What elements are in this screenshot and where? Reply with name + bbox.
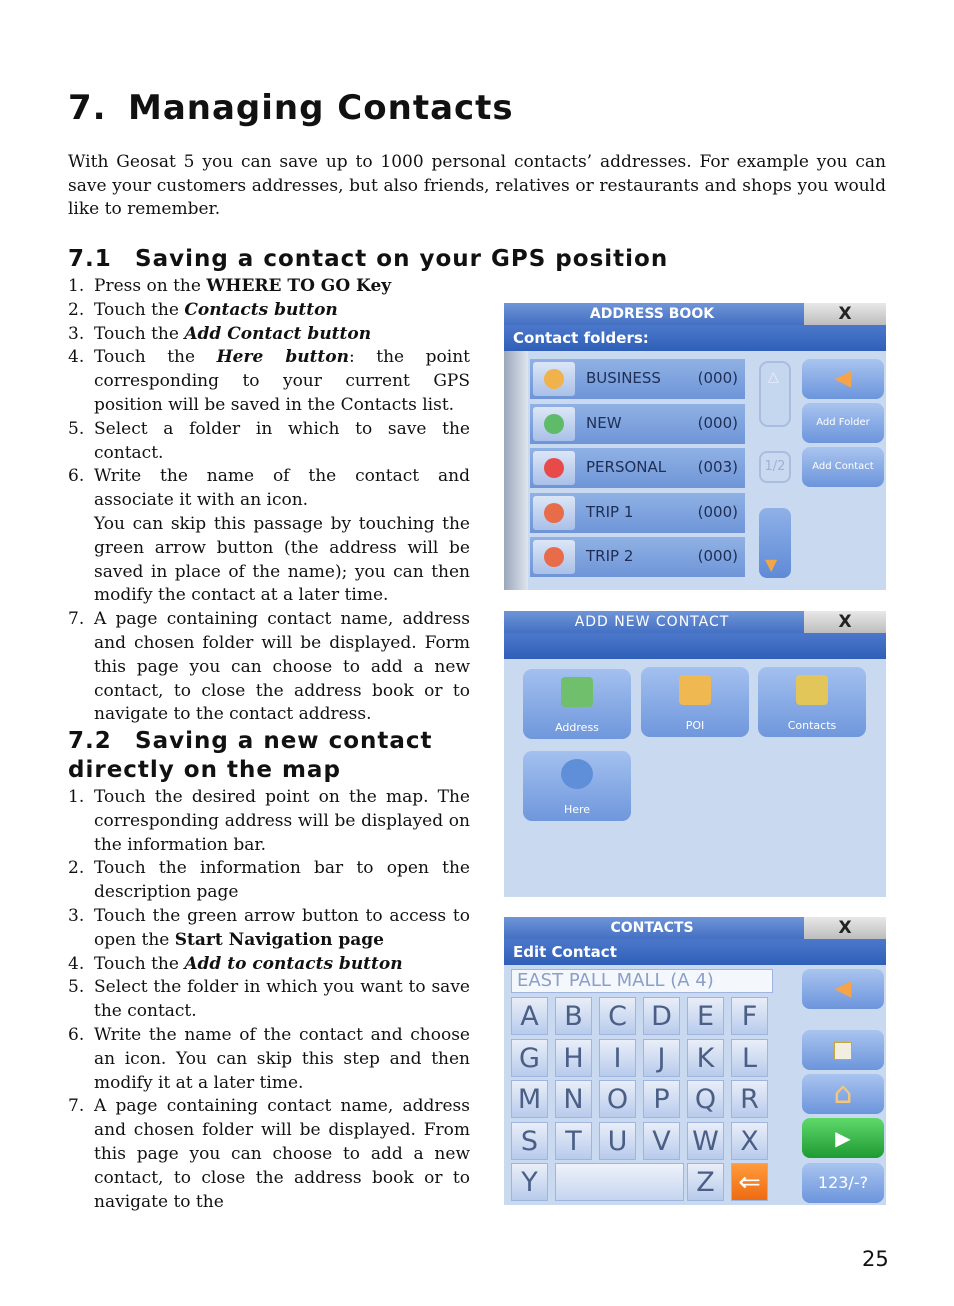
list-item [68,905,470,953]
triangle-up-icon: △ [768,369,779,385]
step-text: Select the folder in which you want to save the contact. [94,977,470,1022]
key-r[interactable]: R [731,1080,768,1118]
add-new-contact-screen [504,611,886,897]
key-u[interactable]: U [599,1122,636,1160]
arrow-right-icon: ▶ [835,1126,851,1150]
key-a[interactable]: A [511,997,548,1035]
step-number: 1. [68,276,85,296]
key-f[interactable]: F [731,997,768,1035]
screen-title: ADDRESS BOOK [589,306,715,322]
list-item [68,976,470,1024]
step-number: 7. [68,609,85,630]
key-v[interactable]: V [643,1122,680,1160]
intro-paragraph: With Geosat 5 you can save up to 1000 personal contacts’ addresses. For example you can save your customers addresses, but also friends, relatives or restaurants and shops you would like to remember. [68,152,886,219]
step-text: A page containing contact name, address and chosen folder will be displayed. Form this page you can choose to add a new contact, to close the address book or to navigate to the contact address. [94,609,470,725]
step-text: Press on the [94,276,207,296]
step-text: : the point corresponding to your current GPS position will be saved in the Contacts list. [94,347,470,415]
step-emphasis: Here button [216,347,349,368]
step-number: 4. [68,347,85,368]
step-number: 7. [68,1096,85,1117]
step-text: Write the name of the contact and associate it with an icon. [94,466,470,511]
folder-list-scrollbar[interactable] [504,351,528,590]
poi-icon [679,675,711,705]
step-emphasis: Add Contact button [184,323,372,344]
section1-steps [68,275,470,727]
chapter-title: 7. Managing Contacts [68,88,514,128]
list-item [68,786,470,857]
step-emphasis: Contacts button [184,299,338,320]
space-key[interactable] [555,1163,684,1201]
here-tile-button[interactable]: Here [523,751,631,821]
contacts-tile-button[interactable]: Contacts [758,667,866,737]
screen-subtitle: Contact folders: [504,325,886,351]
scroll-up-button[interactable] [759,361,791,427]
close-button[interactable]: X [804,303,886,325]
key-x[interactable]: X [731,1122,768,1160]
home-icon: ⌂ [833,1076,853,1111]
folder-count: (000) [697,502,738,521]
list-item [68,299,470,323]
page-number: 25 [862,1247,889,1271]
step-text: Touch the [94,323,185,344]
list-item [68,608,470,727]
key-g[interactable]: G [511,1039,548,1077]
business-icon [533,362,575,396]
section-heading-7-1: 7.1 Saving a contact on your GPS position [68,246,669,272]
address-book-screen [504,303,886,590]
backspace-key[interactable] [731,1163,768,1201]
list-item [68,323,470,347]
personal-icon [533,451,575,485]
page-indicator: 1/2 [759,451,791,483]
key-z[interactable]: Z [687,1163,724,1201]
arrow-left-icon: ◀ [834,976,852,1001]
step-number: 2. [68,858,85,879]
list-item [68,418,470,466]
add-contact-button[interactable]: Add Contact [802,447,884,487]
triangle-down-icon: ▼ [765,555,778,574]
step-number: 6. [68,1024,85,1045]
step-number: 2. [68,299,85,320]
step-text: Write the name of the contact and choose an icon. You can skip this step and then modify it at a later time. [94,1024,470,1093]
step-number: 1. [68,787,85,807]
key-j[interactable]: J [643,1039,680,1077]
key-e[interactable]: E [687,997,724,1035]
folder-count: (000) [697,413,738,432]
scroll-down-button[interactable] [759,508,791,578]
step-number: 3. [68,905,85,926]
contact-icon-icon [834,1042,852,1060]
folder-name: PERSONAL [586,458,667,476]
folder-count: (000) [697,369,738,387]
screen-subtitle: Edit Contact [504,939,886,965]
list-item [68,275,470,299]
key-t[interactable]: T [555,1122,592,1160]
step-number: 5. [68,977,85,998]
folder-name: BUSINESS [586,369,661,387]
step-number: 6. [68,466,85,487]
list-item [68,857,470,905]
list-item [68,465,470,608]
section2-steps [68,786,470,1214]
step-text: Touch the [94,347,217,368]
close-button[interactable]: X [804,611,886,633]
new-icon [533,407,575,441]
folder-count: (000) [697,547,738,565]
folder-row[interactable] [530,404,745,446]
screen-title: ADD NEW CONTACT [574,614,730,630]
numeric-mode-button[interactable]: 123/-? [802,1163,884,1203]
key-d[interactable]: D [643,997,680,1035]
key-n[interactable]: N [555,1080,592,1118]
list-item [68,346,470,417]
folder-row[interactable] [530,359,745,401]
step-text: A page containing contact name, address and chosen folder will be displayed. From this page you can choose to add a new contact, to close the address book or to navigate to the [94,1096,470,1212]
key-m[interactable]: M [511,1080,548,1118]
key-k[interactable]: K [687,1039,724,1077]
step-number: 4. [68,953,85,974]
address-tile-button[interactable]: Address [523,669,631,739]
step-text: Touch the green arrow button to access to open the [94,905,470,950]
step-number: 5. [68,418,85,439]
step-note: You can skip this passage by touching the green arrow button (the address will be saved in place of the name); you can then modify the contact at a later time. [94,513,470,606]
trip-icon [533,540,575,574]
step-text: Select a folder in which to save the contact. [94,418,470,463]
key-p[interactable]: P [643,1080,680,1118]
key-q[interactable]: Q [687,1080,724,1118]
key-o[interactable]: O [599,1080,636,1118]
step-emphasis: Add to contacts button [184,953,403,974]
trip-icon [533,496,575,530]
key-w[interactable]: W [687,1122,724,1160]
poi-tile-button[interactable]: POI [641,667,749,737]
choose-icon-button[interactable] [802,1030,884,1070]
arrow-left-icon: ◀ [834,366,852,391]
key-b[interactable]: B [555,997,592,1035]
contacts-icon [796,675,828,705]
globe-icon [561,759,593,789]
key-i[interactable]: I [599,1039,636,1077]
folder-count: (003) [697,458,738,476]
folder-name: TRIP 2 [586,547,634,565]
key-h[interactable]: H [555,1039,592,1077]
folder-name: NEW [586,413,622,432]
key-s[interactable]: S [511,1122,548,1160]
screen-title: CONTACTS [610,920,694,936]
step-emphasis: WHERE TO GO Key [206,276,392,296]
key-y[interactable]: Y [511,1163,548,1201]
step-emphasis: Start Navigation page [174,929,384,950]
list-item [68,953,470,977]
address-icon [561,677,593,707]
step-number: 3. [68,323,85,344]
step-text: Touch the [94,953,185,974]
section-heading-7-2: 7.2 Saving a new contact directly on the map [68,728,433,783]
add-folder-button[interactable]: Add Folder [802,403,884,443]
edit-contact-screen [504,917,886,1205]
confirm-arrow-button[interactable] [802,1118,884,1158]
close-button[interactable]: X [804,917,886,939]
list-item [68,1024,470,1095]
back-button[interactable] [802,359,884,399]
key-c[interactable]: C [599,997,636,1035]
folder-row[interactable] [530,448,745,490]
back-button[interactable] [802,969,884,1009]
arrow-left-icon: ⇐ [738,1167,761,1198]
folder-row[interactable] [530,537,745,579]
folder-name: TRIP 1 [586,502,634,521]
step-text: Touch the desired point on the map. The corresponding address will be displayed on the information bar. [94,787,470,855]
step-text: Touch the [94,299,185,320]
folder-row[interactable] [530,493,745,535]
list-item [68,1095,470,1214]
contact-name-input[interactable]: EAST PALL MALL (A 4) [511,969,773,993]
step-text: Touch the information bar to open the description page [94,858,470,903]
home-button[interactable] [802,1074,884,1114]
key-l[interactable]: L [731,1039,768,1077]
